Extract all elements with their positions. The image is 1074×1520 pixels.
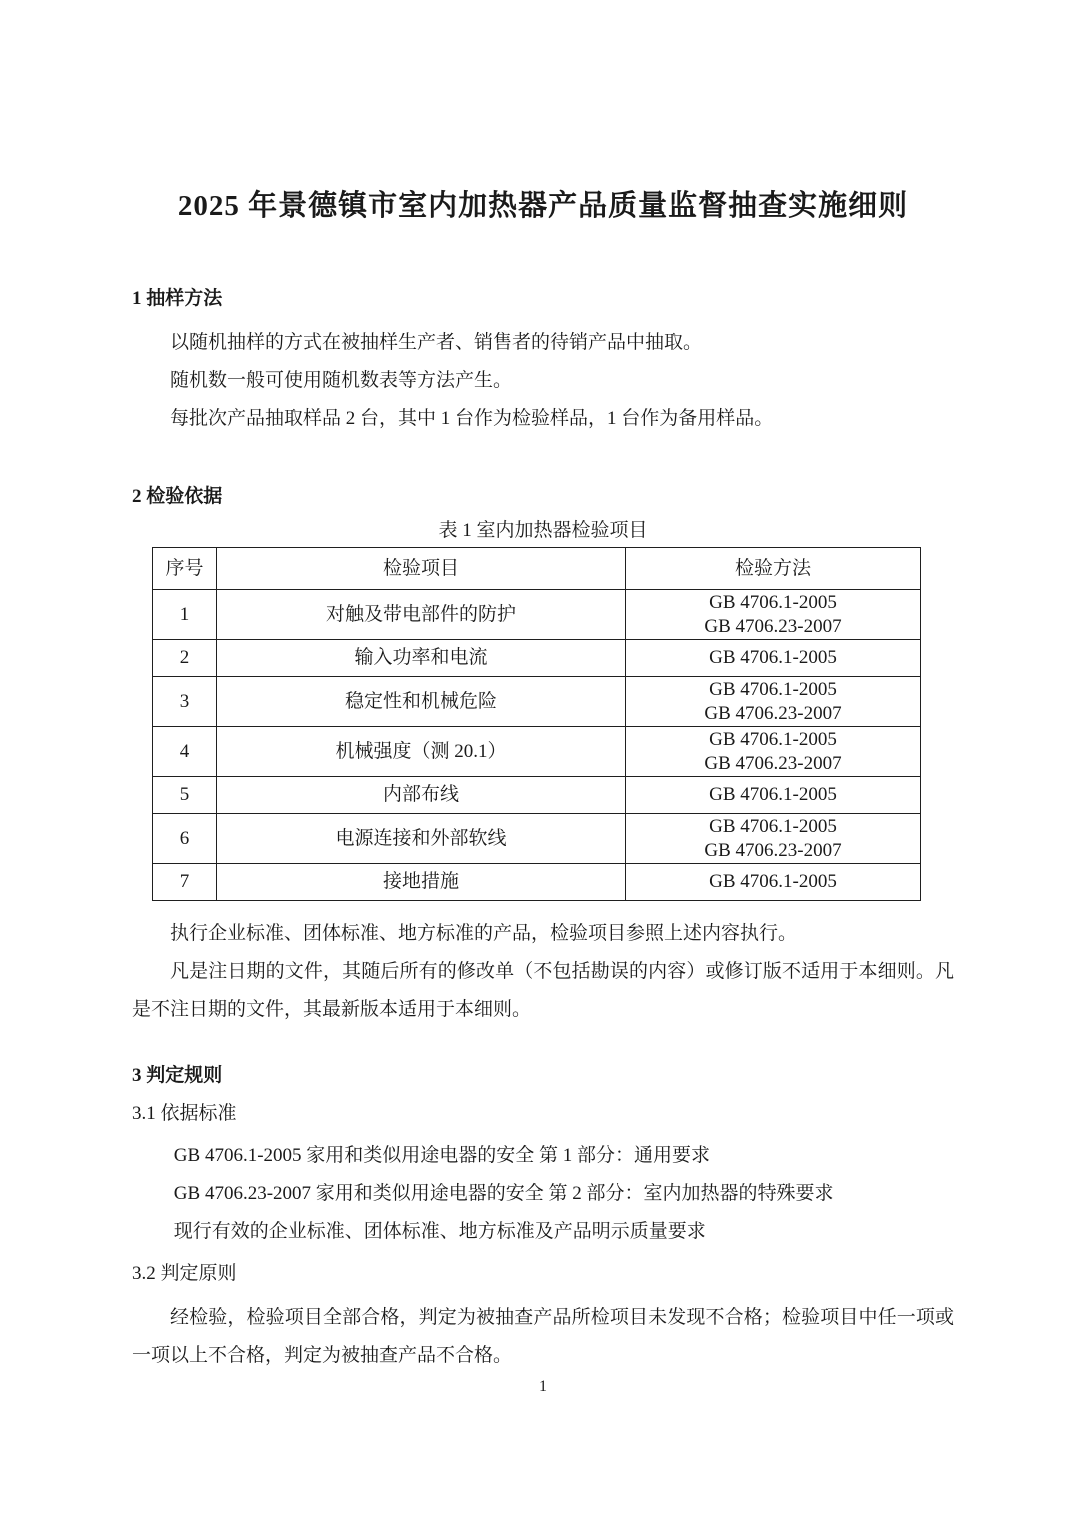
method-standard-line: GB 4706.1-2005 [709,815,837,837]
method-standard-line: GB 4706.1-2005 [709,591,837,613]
method-standard-line: GB 4706.23-2007 [704,702,842,724]
cell-inspection-item: 对触及带电部件的防护 [217,590,626,640]
cell-inspection-item: 电源连接和外部软线 [217,814,626,864]
table-row [153,864,921,901]
document-title: 2025 年景德镇市室内加热器产品质量监督抽查实施细则 [177,190,909,222]
section-1-heading: 1 抽样方法 [132,288,223,309]
method-standard-line: GB 4706.1-2005 [709,647,837,668]
table-header-row [153,548,921,590]
judgment-principle-paragraph: 经检验，检验项目全部合格，判定为被抽查产品所检项目未发现不合格；检验项目中任一项或一项以上不合格，判定为被抽查产品不合格。 [132,1307,954,1366]
table-row [153,727,921,777]
subsection-3-1-heading: 3.1 依据标准 [132,1103,237,1124]
cell-inspection-method [626,777,921,814]
cell-inspection-method [626,677,921,727]
cell-serial-number: 2 [153,640,217,677]
cell-serial-number: 1 [153,590,217,640]
standard-line-2: GB 4706.23-2007 家用和类似用途电器的安全 第 2 部分：室内加热器的特殊要求 [173,1183,834,1204]
inspection-items-table [152,547,921,901]
cell-inspection-item: 内部布线 [217,777,626,814]
sampling-paragraph-2: 随机数一般可使用随机数表等方法产生。 [170,370,513,391]
cell-serial-number: 6 [153,814,217,864]
cell-inspection-method [626,814,921,864]
method-standard-line: GB 4706.23-2007 [704,615,842,637]
cell-inspection-item: 输入功率和电流 [217,640,626,677]
table-row [153,777,921,814]
cell-inspection-method [626,864,921,901]
method-standard-line: GB 4706.1-2005 [709,871,837,892]
standard-line-3: 现行有效的企业标准、团体标准、地方标准及产品明示质量要求 [173,1221,706,1242]
cell-serial-number: 7 [153,864,217,901]
table-row [153,590,921,640]
sampling-paragraph-1: 以随机抽样的方式在被抽样生产者、销售者的待销产品中抽取。 [170,332,703,353]
page-number: 1 [539,1378,547,1395]
method-standard-line: GB 4706.1-2005 [709,678,837,700]
method-standard-line: GB 4706.23-2007 [704,752,842,774]
cell-inspection-item: 稳定性和机械危险 [217,677,626,727]
cell-inspection-item: 机械强度（测 20.1） [217,727,626,777]
cell-inspection-method [626,727,921,777]
method-standard-line: GB 4706.1-2005 [709,784,837,805]
cell-serial-number: 4 [153,727,217,777]
standard-line-1: GB 4706.1-2005 家用和类似用途电器的安全 第 1 部分：通用要求 [173,1145,711,1166]
section-3-heading: 3 判定规则 [132,1065,223,1086]
sampling-paragraph-3: 每批次产品抽取样品 2 台，其中 1 台作为检验样品，1 台作为备用样品。 [170,408,774,429]
cell-serial-number: 5 [153,777,217,814]
table-row [153,640,921,677]
column-header-serial-number: 序号 [153,548,217,590]
method-standard-line: GB 4706.23-2007 [704,839,842,861]
cell-inspection-method [626,640,921,677]
subsection-3-2-heading: 3.2 判定原则 [132,1263,237,1284]
method-standard-line: GB 4706.1-2005 [709,728,837,750]
basis-paragraph-1: 执行企业标准、团体标准、地方标准的产品，检验项目参照上述内容执行。 [170,923,798,944]
cell-inspection-item: 接地措施 [217,864,626,901]
section-2-heading: 2 检验依据 [132,486,223,507]
inspection-table-body [153,590,921,901]
column-header-inspection-method: 检验方法 [626,548,921,590]
table-row [153,677,921,727]
table-row [153,814,921,864]
table-caption: 表 1 室内加热器检验项目 [438,520,648,541]
cell-inspection-method [626,590,921,640]
basis-paragraph-2: 凡是注日期的文件，其随后所有的修改单（不包括勘误的内容）或修订版不适用于本细则。凡是不注日期的文件，其最新版本适用于本细则。 [132,961,954,1020]
cell-serial-number: 3 [153,677,217,727]
column-header-inspection-item: 检验项目 [217,548,626,590]
